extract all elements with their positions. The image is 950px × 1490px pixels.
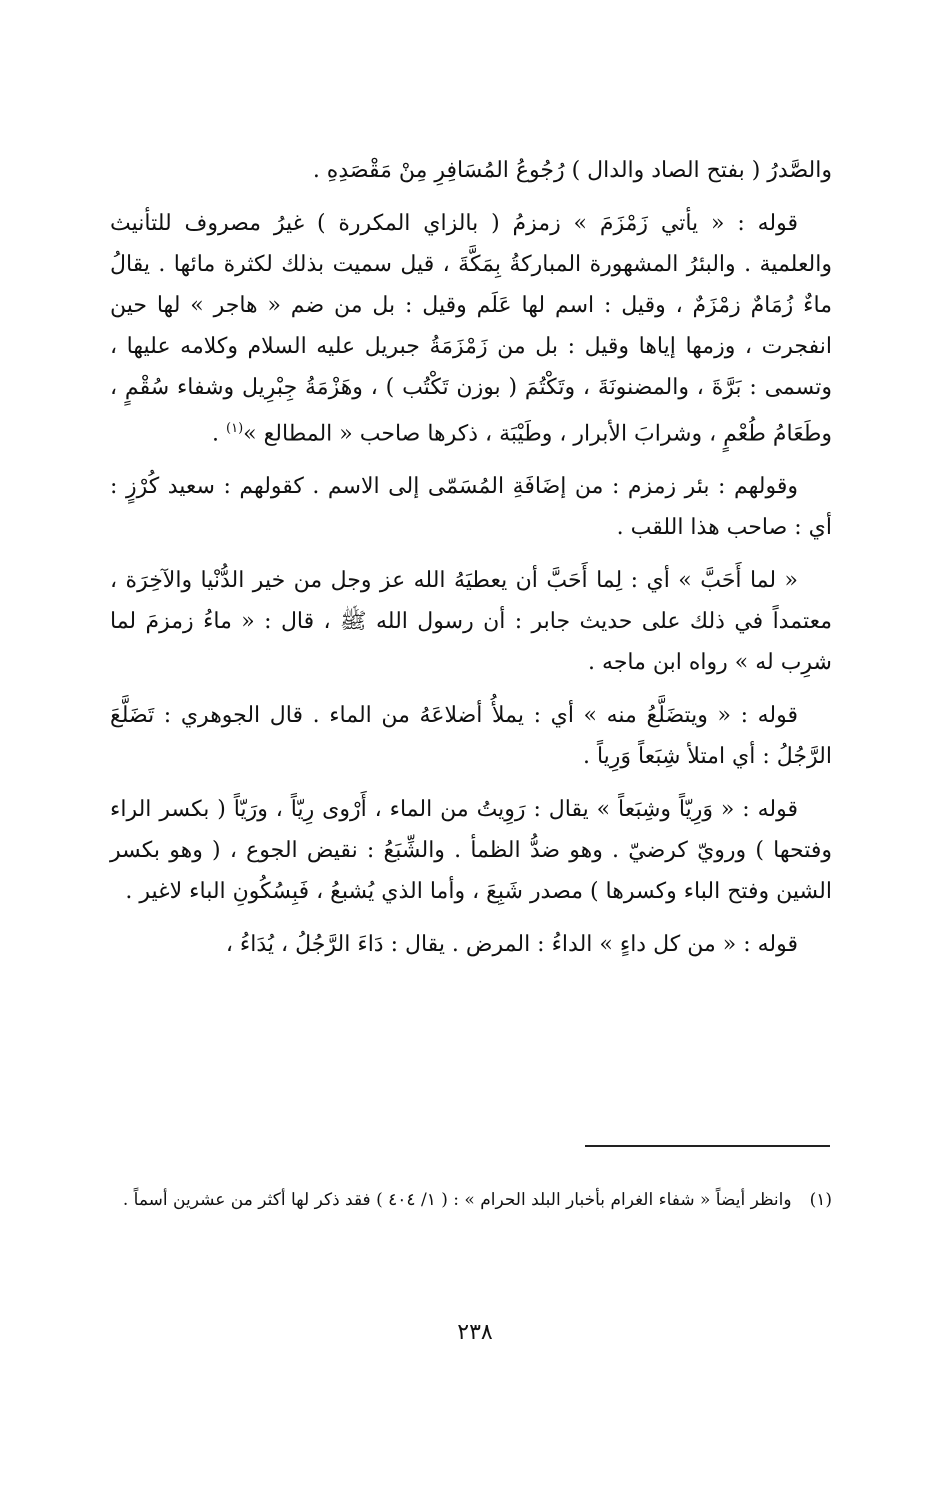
paragraph-sadr: والصَّدرُ ( بفتح الصاد والدال ) رُجُوعُ المُسَافِرِ مِنْ مَقْصَدِهِ . — [312, 158, 832, 183]
paragraph-lima-ahabba: « لما أَحَبَّ » أي : لِما أَحَبَّ أن يعطيَهُ الله عز وجل من خير الدُّنْيا والآخِرَة ، معتمداً في ذلك على حديث جابر : أن رسول الله ﷺ ، قال : « ماءُ زمزمَ لما شرِب له » رواه ابن ماجه . — [110, 568, 832, 676]
paragraph-yatadalla: قوله : « ويتضَلَّعُ منه » أي : يملأُ أضلاعَهُ من الماء . قال الجوهري : تَضَلَّعَ الرَّجُلُ : أي امتلأ شِبَعاً وَرِياً . — [110, 703, 832, 770]
footnote — [110, 1183, 832, 1217]
page-number: ٢٣٨ — [457, 1320, 493, 1345]
footnote-number: (١) — [809, 1190, 832, 1210]
paragraph-min-kull-daa: قوله : « من كل داءٍ » الداءُ : المرض . يقال : دَاءَ الرَّجُلُ ، يُدَاءُ ، — [225, 932, 798, 958]
paragraph-zamzam-text: قوله : « يأتي زَمْزَمَ » زمزمُ ( بالزاي المكررة ) غيرُ مصروف للتأنيث والعلمية . والبئرُ المشهورة المباركةُ بِمَكَّةَ ، قيل سميت بذلك لكثرة مائها . يقالُ ماءٌ زُمَامٌ زمْزَمٌ ، وقيل : اسم لها عَلَم وقيل : بل من ضم « هاجر » لها حين انفجرت ، وزمها إياها وقيل : بل من زَمْزَمَةُ جبريل عليه السلام وكلامه عليها ، وتسمى : بَرَّةَ ، والمضنونَةَ ، وتَكْتُمَ ( بوزن تَكْتُب ) ، وهَزْمَةُ جِبْرِيل وشفاء سُقْمٍ ، وطَعَامُ طُعْمٍ ، وشرابَ الأبرار ، وطَيْبَة ، ذكرها صاحب « المطالع » — [110, 211, 832, 447]
footnote-separator — [585, 1145, 830, 1147]
main-text — [110, 150, 832, 977]
paragraph-riyan-shibaan: قوله : « وَرِيّاً وشِبَعاً » يقال : رَوِيتُ من الماء ، أَرْوى رِيّاً ، ورَيّاً ( بكسر الراء وفتحها ) ورويّ كرضيّ . وهو ضدُّ الظمأ . والشِّبَعُ : نقيض الجوع ، ( وهو بكسر الشين وفتح الباء وكسرها ) مصدر شَبِعَ ، وأما الذي يُشبعُ ، فَبِسُكُونِ الباء لاغير . — [110, 797, 832, 905]
footnote-text: وانظر أيضاً « شفاء الغرام بأخبار البلد الحرام » : ( ١/ ٤٠٤ ) فقد ذكر لها أكثر من عشرين أسماً . — [122, 1190, 792, 1210]
paragraph-bir-zamzam: وقولهم : بئر زمزم : من إضَافَةِ المُسَمّى إلى الاسم . كقولهم : سعيد كُرْزٍ : أي : صاحب هذا اللقب . — [110, 474, 832, 541]
paragraph-zamzam: قوله : « يأتي زَمْزَمَ » زمزمُ ( بالزاي المكررة ) غيرُ مصروف للتأنيث والعلمية . والبئرُ المشهورة المباركةُ بِمَكَّةَ ، قيل سميت بذلك لكثرة مائها . يقالُ ماءٌ زُمَامٌ زمْزَمٌ ، وقيل : اسم لها عَلَم وقيل : بل من ضم « هاجر » لها حين انفجرت ، وزمها إياها وقيل : بل من زَمْزَمَةُ جبريل عليه السلام وكلامه عليها ، وتسمى : بَرَّةَ ، والمضنونَةَ ، وتَكْتُمَ ( بوزن تَكْتُب ) ، وهَزْمَةُ جِبْرِيل وشفاء سُقْمٍ ، وطَعَامُ طُعْمٍ ، وشرابَ الأبرار ، وطَيْبَة ، ذكرها صاحب « المطالع »$^{(١)}$ . — [110, 211, 832, 447]
footnote-marker: (١) — [226, 421, 244, 436]
